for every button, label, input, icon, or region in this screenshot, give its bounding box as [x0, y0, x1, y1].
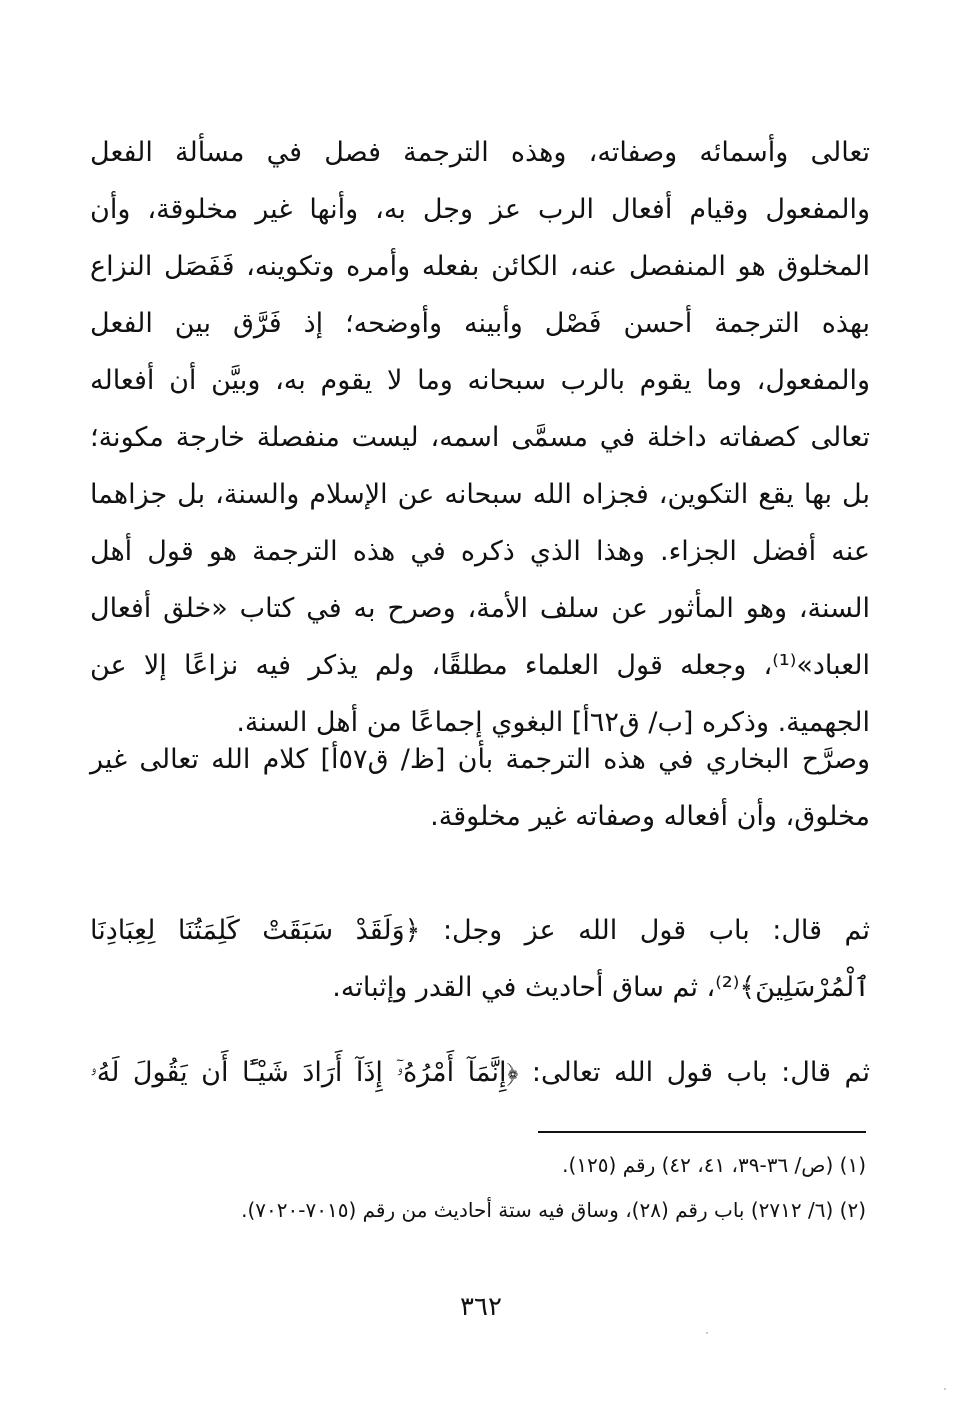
- scan-speck: [944, 1388, 946, 1390]
- body-paragraph: ثم قال: باب قول الله تعالى: ﴿إِنَّمَآ أَمْرُهُۥٓ إِذَآ أَرَادَ شَيْـًٔا أَن يَقُولَ لَهُۥ: [90, 1057, 870, 1088]
- footnote: (١) (ص/ ٣٦-٣٩، ٤١، ٤٢) رقم (١٢٥).: [562, 1153, 866, 1177]
- footnote: (٢) (٦/ ٢٧١٢) باب رقم (٢٨)، وساق فيه ستة أحاديث من رقم (٧٠١٥-٧٠٢٠).: [241, 1198, 866, 1222]
- scan-speck: [706, 1332, 708, 1334]
- page-number: ٣٦٢: [460, 1292, 502, 1322]
- footnote-divider: [538, 1131, 866, 1133]
- body-paragraph: تعالى وأسمائه وصفاته، وهذه الترجمة فصل في مسألة الفعل والمفعول وقيام أفعال الرب عز وجل به، وأنها غير مخلوقة، وأن المخلوق هو المنفصل عنه، الكائن بفعله وأمره وتكوينه، فَفَصَل النزاع بهذه الترجمة أحسن فَصْل وأبينه وأوضحه؛ إذ فَرَّق بين الفعل والمفعول، وما يقوم بالرب سبحانه وما لا يقوم به، وبيَّن أن أفعاله تعالى كصفاته داخلة في مسمَّى اسمه، ليست منفصلة خارجة مكونة؛ بل بها يقع التكوين، فجزاه الله سبحانه عن الإسلام والسنة، بل جزاهما عنه أفضل الجزاء. وهذا الذي ذكره في هذه الترجمة هو قول أهل السنة، وهو المأثور عن سلف الأمة، وصرح به في كتاب «خلق أفعال العباد»⁽¹⁾، وجعله قول العلماء مطلقًا، ولم يذكر فيه نزاعًا إلا عن الجهمية. وذكره [ب/ ق٦٢أ] البغوي إجماعًا من أهل السنة.: [90, 137, 870, 738]
- body-paragraph: ثم قال: باب قول الله عز وجل: ﴿وَلَقَدْ سَبَقَتْ كَلِمَتُنَا لِعِبَادِنَا ٱلْمُرْسَلِينَ﴾⁽²⁾، ثم ساق أحاديث في القدر وإثباته.: [90, 915, 870, 1003]
- body-paragraph: وصرَّح البخاري في هذه الترجمة بأن [ظ/ ق٥٧أ] كلام الله تعالى غير مخلوق، وأن أفعاله وصفاته غير مخلوقة.: [90, 744, 870, 832]
